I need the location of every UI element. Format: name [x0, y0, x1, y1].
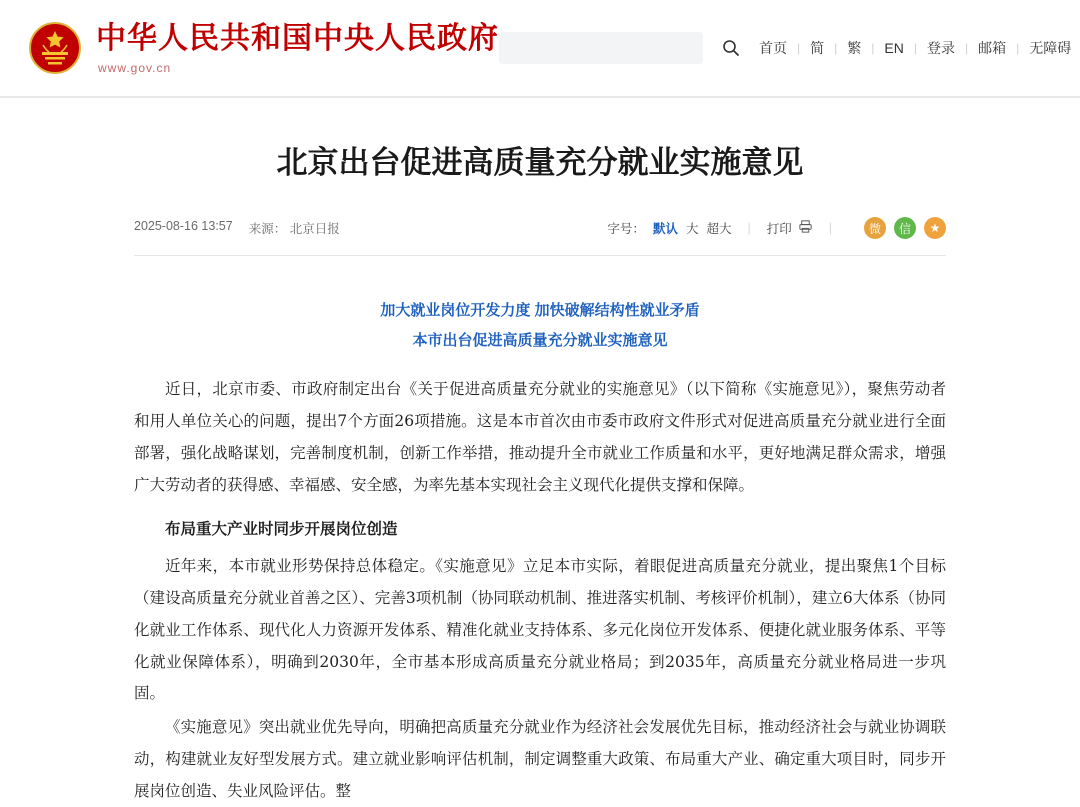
- share-buttons: [864, 217, 946, 239]
- nav-separator: |: [834, 41, 838, 55]
- nav-item-login[interactable]: 登录: [926, 40, 955, 56]
- print-button[interactable]: [767, 219, 813, 237]
- brand-url: www.gov.cn: [98, 60, 172, 75]
- fontsize-xlarge-button[interactable]: 超大: [706, 222, 732, 237]
- header-right: [499, 32, 1080, 64]
- meta-divider: |: [747, 221, 751, 236]
- nav-item-english[interactable]: EN: [884, 40, 904, 56]
- source-group: [249, 219, 340, 237]
- favorite-icon[interactable]: ★: [924, 217, 946, 239]
- source-value: 北京日报: [289, 222, 340, 237]
- nav-item-home[interactable]: 首页: [759, 40, 787, 56]
- fontsize-label: 字号：: [607, 222, 645, 237]
- page-title: 北京出台促进高质量充分就业实施意见: [276, 145, 804, 181]
- subhead-line-2: 本市出台促进高质量充分就业实施意见: [412, 332, 668, 350]
- nav-separator: |: [1016, 41, 1020, 55]
- nav-item-accessibility[interactable]: 无障碍: [1029, 40, 1072, 56]
- nav-separator: |: [797, 41, 801, 55]
- article-paragraph: 近年来，本市就业形势保持总体稳定。《实施意见》立足本市实际，着眼促进高质量充分就业，提出聚焦1个目标（建设高质量充分就业首善之区）、完善3项机制（协同联动机制、推进落实机制、考核评价机制），建立6大体系（协同化就业工作体系、现代化人力资源开发体系、精准化就业支持体系、多元化岗位开发体系、便捷化就业服务体系、平等化就业保障体系），明确到2030年，全市基本形成高质量充分就业格局；到2035年，高质量充分就业格局进一步巩固。: [134, 557, 946, 703]
- meta-divider: |: [828, 221, 832, 236]
- nav-separator: |: [871, 41, 875, 55]
- search-icon[interactable]: [721, 38, 741, 58]
- article-section-title: 布局重大产业时同步开展岗位创造: [165, 519, 398, 539]
- article-meta-bar: [134, 217, 946, 256]
- publish-datetime: 2025-08-16 13:57: [134, 219, 233, 234]
- article-paragraph: 近日，北京市委、市政府制定出台《关于促进高质量充分就业的实施意见》（以下简称《实施意见》），聚焦劳动者和用人单位关心的问题，提出7个方面26项措施。这是本市首次由市委市政府文件形式对促进高质量充分就业进行全面部署，强化战略谋划，完善制度机制，创新工作举措，推动提升全市就业工作质量和水平，更好地满足群众需求，增强广大劳动者的获得感、幸福感、安全感，为率先基本实现社会主义现代化提供支撑和保障。: [134, 380, 946, 494]
- site-header: [0, 0, 1080, 98]
- printer-icon: [798, 219, 813, 237]
- subhead-line-1: 加大就业岗位开发力度 加快破解结构性就业矛盾: [380, 302, 700, 320]
- article-subheadline: [134, 296, 946, 356]
- article-paragraph: 《实施意见》突出就业优先导向，明确把高质量充分就业作为经济社会发展优先目标，推动经济社会与就业协调联动，构建就业友好型发展方式。建立就业影响评估机制，制定调整重大政策、布局重大产业、确定重大项目时，同步开展岗位创造、失业风险评估。整: [134, 718, 946, 800]
- nav-item-traditional[interactable]: 繁: [847, 40, 862, 56]
- nav-item-mail[interactable]: 邮箱: [978, 40, 1007, 56]
- fontsize-large-button[interactable]: 大: [685, 222, 699, 237]
- national-emblem-icon: [28, 21, 82, 75]
- source-label: 来源：: [248, 222, 287, 237]
- fontsize-controls: [607, 219, 731, 237]
- nav-item-simplified[interactable]: 简: [810, 40, 825, 56]
- meta-right: [607, 217, 946, 239]
- weibo-share-icon[interactable]: 微: [864, 217, 886, 239]
- search-input[interactable]: [499, 32, 703, 64]
- meta-left: [134, 219, 340, 237]
- print-label: 打印: [766, 222, 792, 237]
- nav-separator: |: [964, 41, 969, 55]
- header-nav: [749, 38, 1080, 58]
- article-body: [134, 374, 946, 807]
- nav-separator: |: [913, 41, 917, 55]
- site-brand[interactable]: [96, 22, 499, 75]
- wechat-share-icon[interactable]: 信: [894, 217, 916, 239]
- fontsize-default-button[interactable]: 默认: [652, 222, 678, 237]
- brand-title: 中华人民共和国中央人民政府: [96, 20, 499, 56]
- article-container: [134, 98, 946, 807]
